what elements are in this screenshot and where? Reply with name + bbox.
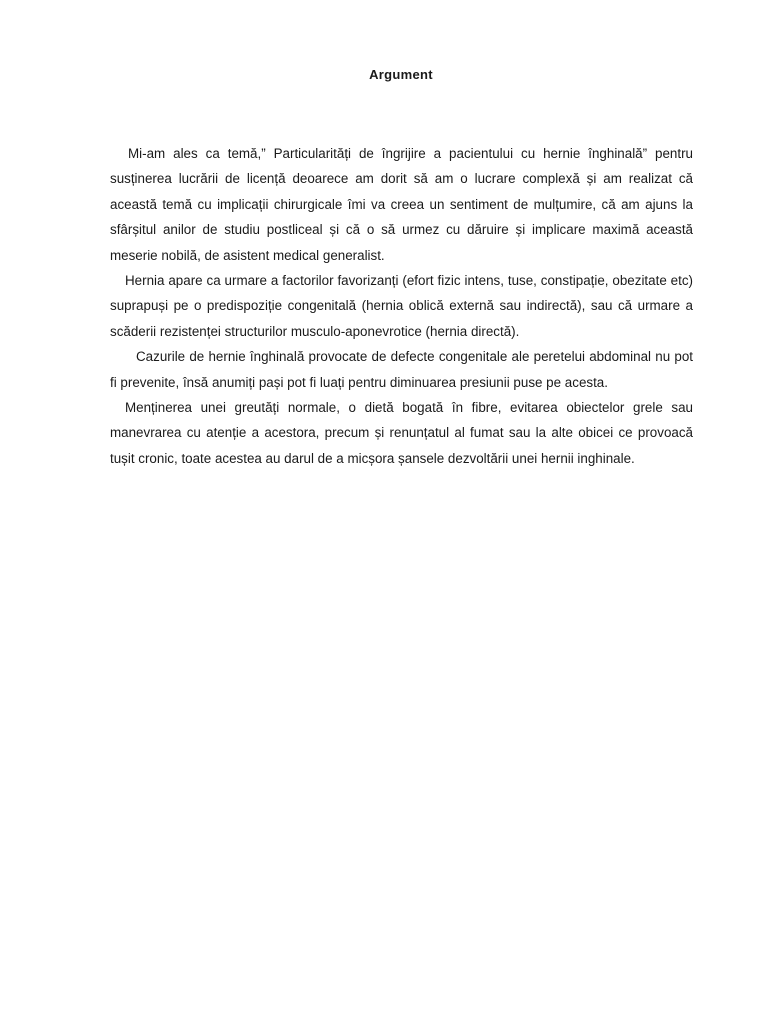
page-title: Argument (369, 67, 433, 82)
document-body (110, 141, 693, 471)
paragraph-intro: Mi-am ales ca temă,” Particularități de îngrijire a pacientului cu hernie înghinală” pentru susținerea lucrării de licență deoarece am dorit să am o lucrare complexă și am realizat că această temă cu implicații chirurgicale îmi va creea un sentiment de mulțumire, că am ajuns la sfârșitul anilor de studiu postliceal și că o să urmez cu dăruire și implicare maximă această meserie nobilă, de asistent medical generalist. (110, 146, 693, 263)
paragraph-causes: Hernia apare ca urmare a factorilor favorizanți (efort fizic intens, tuse, constipație, obezitate etc) suprapuși pe o predispoziție congenitală (hernia oblică externă sau indirectă), sau că urmare a scăderii rezistenței structurilor musculo-aponevrotice (hernia directă). (110, 273, 693, 339)
paragraph-prevention: Cazurile de hernie înghinală provocate de defecte congenitale ale peretelui abdominal nu pot fi prevenite, însă anumiți pași pot fi luați pentru diminuarea presiunii puse pe acesta. (110, 349, 693, 390)
paragraph-recommendations: Menținerea unei greutăți normale, o dietă bogată în fibre, evitarea obiectelor grele sau manevrarea cu atenție a acestora, precum și renunțatul al fumat sau la alte obicei ce provoacă tușit cronic, toate acestea au darul de a micșora șansele dezvoltării unei hernii inghinale. (110, 400, 693, 466)
